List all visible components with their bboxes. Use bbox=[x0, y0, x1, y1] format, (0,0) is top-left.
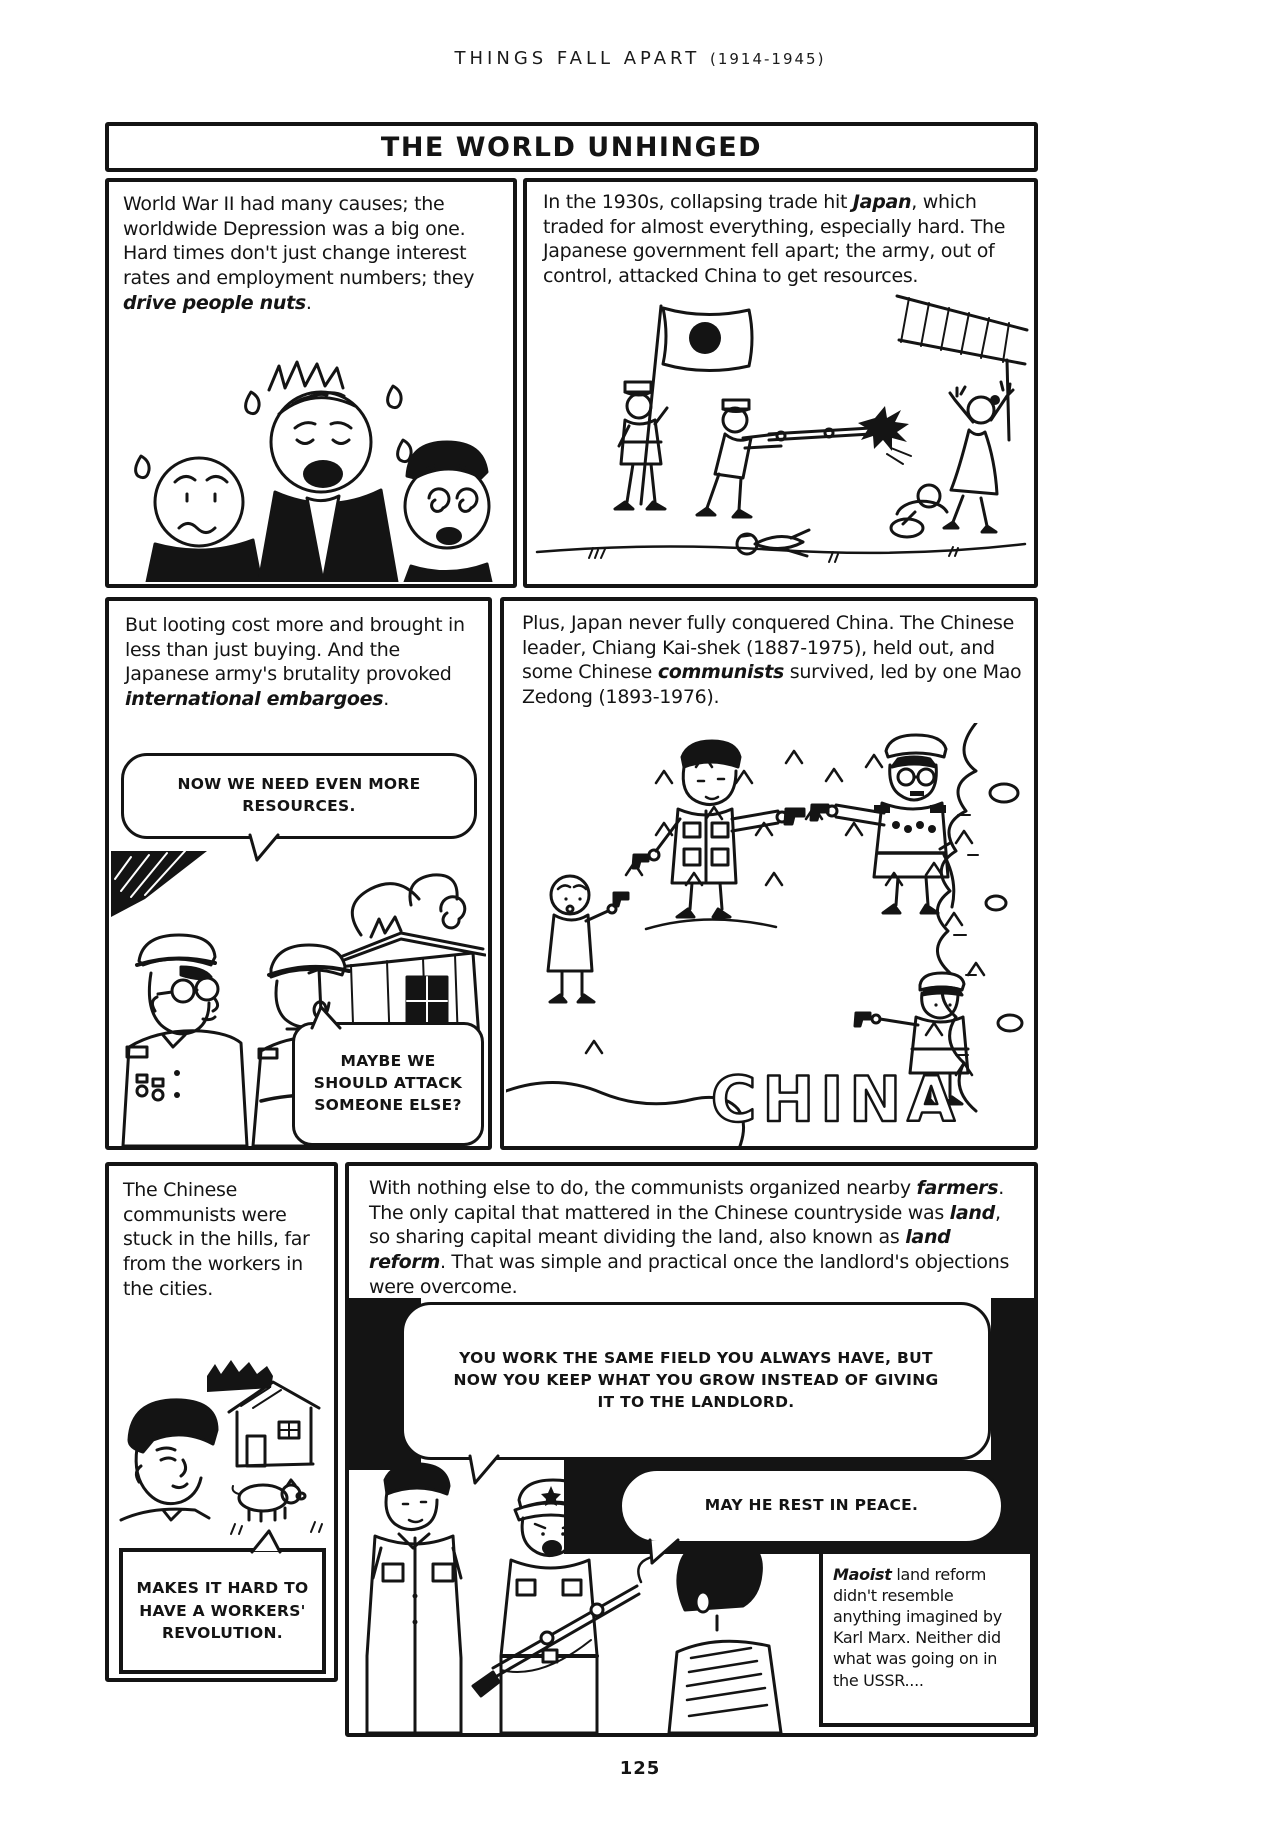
panel2-caption: In the 1930s, collapsing trade hit Japan, which traded for almost everything, especially hard. The Japanese government fell apart; the army, out of control, attacked China to get resources. bbox=[543, 191, 1006, 288]
page-number: 125 bbox=[619, 1758, 661, 1779]
mao-countryside-drawing bbox=[111, 1348, 334, 1544]
farmhouse bbox=[229, 1382, 319, 1466]
panel1-caption: World War II had many causes; the worldwide Depression was a big one. Hard times don't just change interest rates and employment numbers; they drive people nuts. bbox=[123, 193, 475, 314]
panel-depression bbox=[105, 178, 517, 588]
speech-tail bbox=[249, 1528, 283, 1554]
officer-with-glasses bbox=[123, 935, 247, 1146]
attack-scene-drawing bbox=[529, 290, 1032, 582]
crouching-mother bbox=[891, 485, 947, 537]
panel-embargoes bbox=[105, 597, 492, 1150]
fleeing-woman bbox=[944, 382, 1013, 532]
fallen-man bbox=[737, 530, 809, 556]
boy-back-view bbox=[669, 1534, 781, 1733]
speech-bubble-attack: MAYBE WE SHOULD ATTACK SOMEONE ELSE? bbox=[292, 1022, 484, 1146]
panel6-caption: With nothing else to do, the communists organized nearby farmers. The only capital that mattered in the Chinese countryside was land, so sharing capital meant dividing the land, also known as land reform. That was simple and practical once the landlord's objections were overcome. bbox=[369, 1177, 1010, 1298]
panel3-caption: But looting cost more and brought in less than just buying. And the Japanese army's brutality provoked international embargoes. bbox=[125, 614, 465, 711]
bald-man-figure bbox=[548, 876, 628, 1002]
narration-note: Maoist land reform didn't resemble anything imagined by Karl Marx. Neither did what was going on in the USSR.... bbox=[819, 1550, 1034, 1727]
soldier-shooting bbox=[697, 400, 871, 517]
speech-bubble-more-resources: NOW WE NEED EVEN MORE RESOURCES. bbox=[121, 753, 477, 839]
speech-bubble-field-text: YOU WORK THE SAME FIELD YOU ALWAYS HAVE, BUT NOW YOU KEEP WHAT YOU GROW INSTEAD OF GIVING IT TO THE LANDLORD. bbox=[453, 1349, 939, 1411]
panicked-men-drawing bbox=[111, 340, 511, 582]
ink-patch bbox=[991, 1298, 1034, 1463]
speech-box-revolution: MAKES IT HARD TO HAVE A WORKERS' REVOLUTION. bbox=[119, 1548, 326, 1674]
speech-bubble-field bbox=[401, 1302, 991, 1460]
strip-title-bar bbox=[105, 122, 1038, 172]
speech-tail bbox=[247, 833, 281, 863]
speech-tail bbox=[467, 1454, 501, 1486]
strip-title: THE WORLD UNHINGED bbox=[380, 131, 763, 163]
mao-figure bbox=[633, 741, 804, 929]
panel-japan-attacks bbox=[523, 178, 1038, 588]
speech-tail bbox=[309, 1004, 343, 1030]
speech-bubble-rest-in-peace: MAY HE REST IN PEACE. bbox=[619, 1468, 1004, 1544]
mao-bust bbox=[121, 1400, 217, 1520]
pig bbox=[233, 1480, 305, 1521]
page-header bbox=[0, 48, 1280, 69]
panel5-caption: The Chinese communists were stuck in the hills, far from the workers in the cities. bbox=[123, 1179, 310, 1300]
panel4-caption: Plus, Japan never fully conquered China. The Chinese leader, Chiang Kai-shek (1887-1975), held out, and some Chinese communists survived, led by one Mao Zedong (1893-1976). bbox=[522, 612, 1022, 709]
panel-communists-hills bbox=[105, 1162, 338, 1682]
panel-china-map bbox=[500, 597, 1038, 1150]
awning bbox=[897, 296, 1027, 440]
officer-figure bbox=[811, 735, 954, 913]
book-title: THINGS FALL APART bbox=[454, 48, 701, 69]
speech-tail bbox=[647, 1538, 681, 1566]
chapter-years: (1914-1945) bbox=[709, 50, 826, 68]
map-label-china: CHINA bbox=[710, 1063, 962, 1136]
china-map-drawing bbox=[506, 723, 1032, 1146]
mao-listener bbox=[367, 1464, 461, 1733]
panel-land-reform bbox=[345, 1162, 1038, 1737]
rising-sun-flag bbox=[641, 306, 752, 504]
